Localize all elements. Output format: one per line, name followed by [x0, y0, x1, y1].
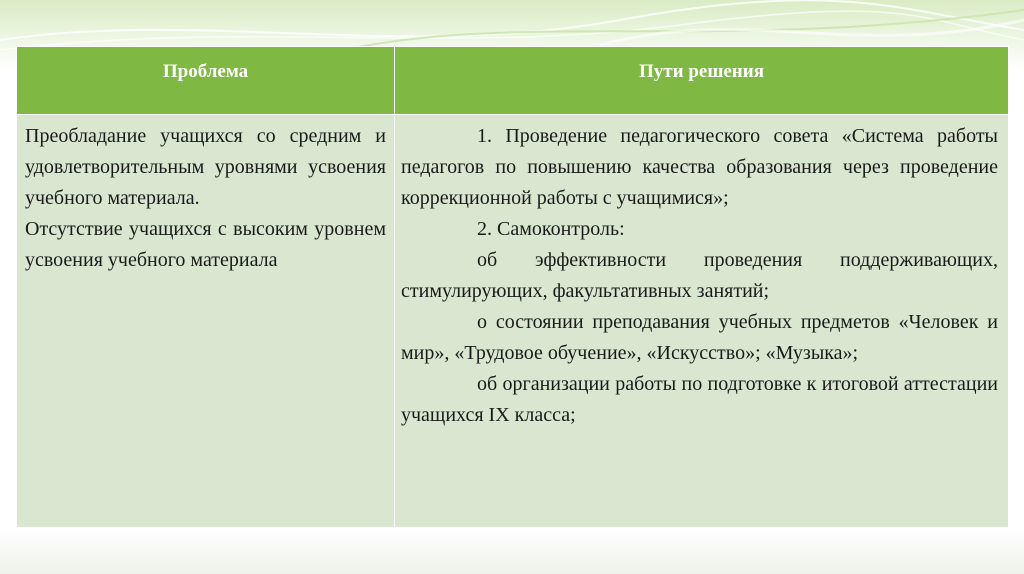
header-problem: Проблема [17, 47, 395, 115]
problems-solutions-table [16, 46, 1009, 528]
table-header-row [17, 47, 1009, 115]
problem-cell [17, 115, 395, 528]
bottom-background [0, 530, 1024, 574]
problem-paragraph: Отсутствие учащихся с высоким уровнем усвоения учебного материала [25, 218, 386, 271]
solution-cell [395, 115, 1009, 528]
solution-paragraph: об организации работы по подготовке к итоговой аттестации учащихся IX класса; [401, 373, 998, 426]
header-solutions: Пути решения [395, 47, 1009, 115]
solution-paragraph: об эффективности проведения поддерживающих, стимулирующих, факультативных занятий; [401, 249, 998, 302]
solution-paragraph: 2. Самоконтроль: [477, 218, 625, 240]
solution-paragraph: 1. Проведение педагогического совета «Система работы педагогов по повышению качества образования через проведение коррекционной работы с учащимися»; [401, 125, 998, 209]
solution-paragraph: о состоянии преподавания учебных предметов «Человек и мир», «Трудовое обучение», «Искусство»; «Музыка»; [401, 311, 998, 364]
table-row [17, 115, 1009, 528]
problem-paragraph: Преобладание учащихся со средним и удовлетворительным уровнями усвоения учебного материала. [25, 125, 386, 209]
